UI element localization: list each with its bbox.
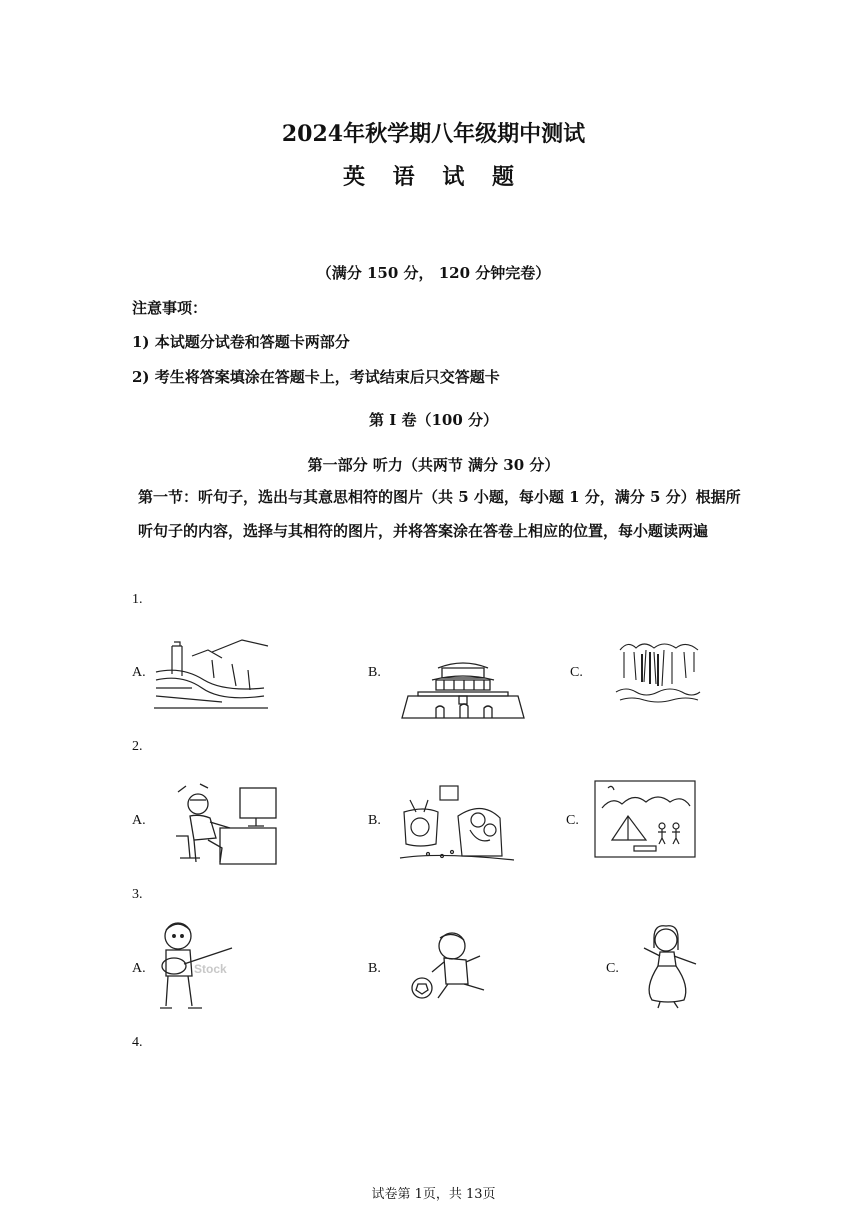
option-label: C.	[566, 813, 579, 828]
option-label: B.	[368, 813, 381, 828]
exam-subtitle: 英 语 试 题	[343, 164, 524, 190]
exam-title: 2024年秋学期八年级期中测试	[281, 121, 586, 147]
family-tv-icon	[398, 782, 516, 864]
section-instructions: 第一节：听句子，选出与其意思相符的图片（共 5 小题，每小题 1 分，满分 5 分）根据所听句子的内容，选择与其相符的图片，并将答案涂在答卷上相应的位置，每小题读两遍	[138, 488, 741, 540]
watermark-text: Stock	[194, 962, 227, 976]
note-item-1: 1) 本试题分试卷和答题卡两部分	[132, 333, 350, 351]
note-item-2: 2) 考生将答案填涂在答题卡上，考试结束后只交答题卡	[132, 368, 500, 386]
question-number: 2.	[132, 739, 143, 754]
option-label: A.	[132, 961, 146, 976]
option-label: A.	[132, 665, 146, 680]
soccer-boy-icon	[408, 928, 496, 1006]
option-label: B.	[368, 961, 381, 976]
computer-user-icon	[160, 778, 280, 868]
question-number: 4.	[132, 1035, 143, 1050]
volume-heading: 第 I 卷（100 分）	[369, 411, 498, 429]
waterfall-icon	[614, 638, 702, 704]
option-label: B.	[368, 665, 381, 680]
great-wall-icon	[152, 630, 270, 712]
question-number: 3.	[132, 887, 143, 902]
option-label: C.	[570, 665, 583, 680]
page-footer: 试卷第 1页，共 13页	[371, 1187, 496, 1202]
notes-heading: 注意事项：	[132, 299, 208, 317]
question-number: 1.	[132, 592, 143, 607]
tiananmen-icon	[398, 656, 528, 720]
score-time: （满分 150 分， 120 分钟完卷）	[316, 264, 551, 282]
option-label: C.	[606, 961, 619, 976]
part-heading: 第一部分 听力（共两节 满分 30 分）	[307, 456, 560, 474]
option-label: A.	[132, 813, 146, 828]
camping-icon	[592, 778, 698, 860]
dancing-girl-icon	[632, 924, 704, 1010]
